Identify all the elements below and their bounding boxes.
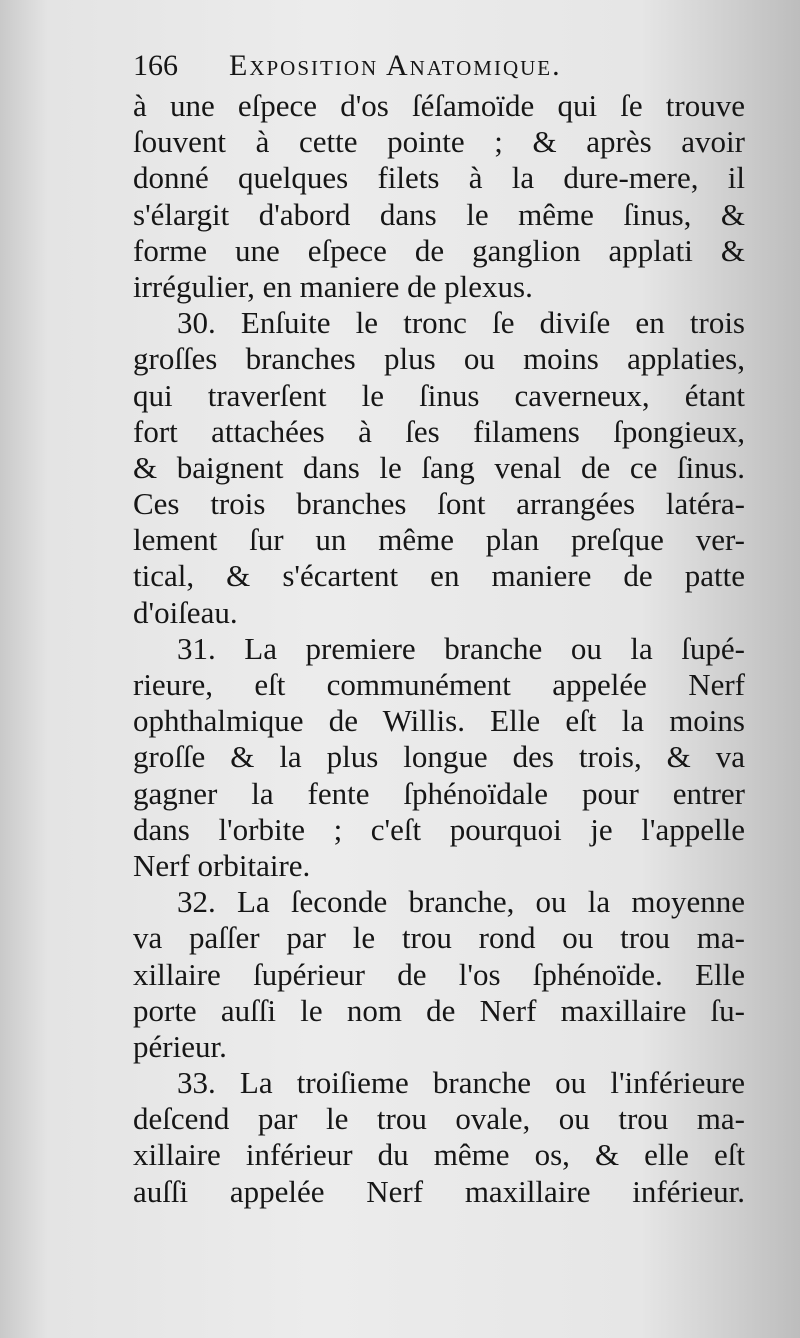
text-line: donné quelques filets à la dure-mere, il (133, 160, 745, 196)
text-line: groſſe & la plus longue des trois, & va (133, 739, 745, 775)
text-line: lement ſur un même plan preſque ver- (133, 522, 745, 558)
text-line: ſouvent à cette pointe ; & après avoir (133, 124, 745, 160)
text-line: gagner la fente ſphénoïdale pour entrer (133, 775, 745, 811)
paragraph-31-start: 31. La premiere branche ou la ſupé- (177, 630, 745, 666)
text-line: à une eſpece d'os ſéſamoïde qui ſe trouve (133, 88, 745, 123)
text-line: d'oiſeau. (133, 594, 238, 630)
text-line: tical, & s'écartent en maniere de patte (133, 558, 745, 594)
text-line: périeur. (133, 1028, 227, 1064)
text-line: qui traverſent le ſinus caverneux, étant (133, 377, 745, 413)
paragraph-32-start: 32. La ſeconde branche, ou la moyenne (177, 884, 745, 920)
text-line: auſſi appelée Nerf maxillaire inférieur. (133, 1173, 745, 1209)
text-line: fort attachées à ſes filamens ſpongieux, (133, 413, 745, 449)
paragraph-30-start: 30. Enſuite le tronc ſe diviſe en trois (177, 305, 745, 341)
paragraph-33-start: 33. La troiſieme branche ou l'inférieure (177, 1065, 745, 1101)
text-line: deſcend par le trou ovale, ou trou ma- (133, 1101, 745, 1137)
page-text (133, 44, 745, 1210)
text-line: dans l'orbite ; c'eſt pourquoi je l'appelle (133, 811, 745, 847)
text-line: Ces trois branches ſont arrangées latéra- (133, 486, 745, 522)
running-title: Exposition Anatomique. (229, 49, 562, 82)
text-line: ophthalmique de Willis. Elle eſt la moins (133, 703, 745, 739)
text-line: va paſſer par le trou rond ou trou ma- (133, 920, 745, 956)
text-line: porte auſſi le nom de Nerf maxillaire ſu- (133, 992, 745, 1028)
running-header (133, 44, 745, 88)
text-line: rieure, eſt communément appelée Nerf (133, 667, 745, 702)
text-line: xillaire inférieur du même os, & elle eſt (133, 1137, 745, 1173)
text-line: xillaire ſupérieur de l'os ſphénoïde. Elle (133, 956, 745, 992)
text-line: Nerf orbitaire. (133, 847, 311, 883)
page-number: 166 (133, 49, 178, 82)
text-line: irrégulier, en maniere de plexus. (133, 268, 533, 304)
text-line: & baignent dans le ſang venal de ce ſinus. (133, 449, 745, 485)
text-line: forme une eſpece de ganglion applati & (133, 232, 745, 268)
text-line: s'élargit d'abord dans le même ſinus, & (133, 196, 745, 232)
text-line: groſſes branches plus ou moins applaties, (133, 341, 745, 377)
